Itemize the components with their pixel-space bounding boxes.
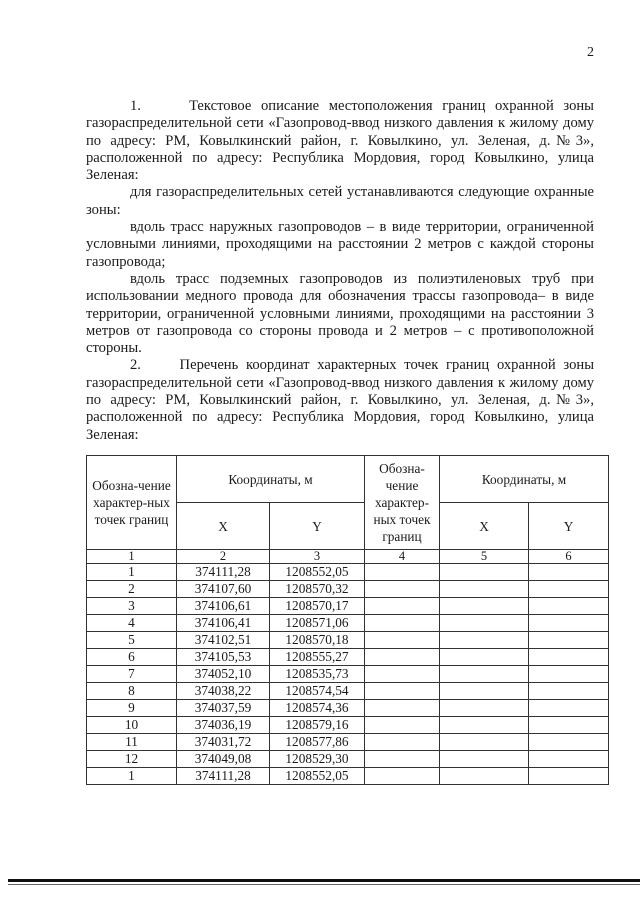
empty-x-cell <box>440 649 529 666</box>
y-cell: 1208571,06 <box>270 615 365 632</box>
empty-y-cell <box>529 768 609 785</box>
x-cell: 374031,72 <box>177 734 270 751</box>
empty-point-cell <box>365 683 440 700</box>
point-cell: 5 <box>87 632 177 649</box>
empty-y-cell <box>529 717 609 734</box>
y-cell: 1208552,05 <box>270 564 365 581</box>
empty-y-cell <box>529 734 609 751</box>
point-cell: 1 <box>87 564 177 581</box>
empty-point-cell <box>365 632 440 649</box>
paragraph-outdoor-pipelines: вдоль трасс наружных газопроводов – в виде территории, ограниченной условными линиями, проходящими на расстоянии 2 метров с каждой стороны газопровода; <box>86 219 594 270</box>
empty-point-cell <box>365 598 440 615</box>
header-coordinates-2: Координаты, м <box>440 456 609 503</box>
page-number: 2 <box>587 45 594 60</box>
column-number: 2 <box>177 550 270 564</box>
x-cell: 374106,41 <box>177 615 270 632</box>
y-cell: 1208529,30 <box>270 751 365 768</box>
y-cell: 1208535,73 <box>270 666 365 683</box>
table-row <box>87 666 609 683</box>
column-number: 6 <box>529 550 609 564</box>
paragraph-2-coordinates-list: 2. Перечень координат характерных точек границ охранной зоны газораспределительной сети «Газопровод-ввод низкого давления к жилому дому по адресу: РМ, Ковылкинский район, г. Ковылкино, ул. Зеленая, д.№3», расположенной по адресу: Республика Мордовия, город Ковылкино, улица Зеленая: <box>86 357 594 443</box>
empty-y-cell <box>529 598 609 615</box>
y-cell: 1208552,05 <box>270 768 365 785</box>
empty-point-cell <box>365 734 440 751</box>
empty-y-cell <box>529 666 609 683</box>
point-cell: 11 <box>87 734 177 751</box>
empty-point-cell <box>365 615 440 632</box>
table-row <box>87 683 609 700</box>
header-y-2: Y <box>529 503 609 550</box>
column-number: 3 <box>270 550 365 564</box>
x-cell: 374037,59 <box>177 700 270 717</box>
empty-x-cell <box>440 700 529 717</box>
y-cell: 1208570,18 <box>270 632 365 649</box>
column-number: 4 <box>365 550 440 564</box>
header-x: X <box>177 503 270 550</box>
empty-x-cell <box>440 734 529 751</box>
table-row <box>87 598 609 615</box>
paragraph-1-description: 1. Текстовое описание местоположения границ охранной зоны газораспределительной сети «Газопровод-ввод низкого давления к жилому дому по адресу: РМ, Ковылкинский район, г. Ковылкино, ул. Зеленая, д.№3», расположенной по адресу: Республика Мордовия, город Ковылкино, улица Зеленая: <box>86 98 594 184</box>
table-row <box>87 700 609 717</box>
y-cell: 1208570,32 <box>270 581 365 598</box>
empty-point-cell <box>365 649 440 666</box>
empty-point-cell <box>365 564 440 581</box>
x-cell: 374111,28 <box>177 564 270 581</box>
point-cell: 9 <box>87 700 177 717</box>
table-row <box>87 768 609 785</box>
x-cell: 374102,51 <box>177 632 270 649</box>
empty-x-cell <box>440 581 529 598</box>
empty-point-cell <box>365 751 440 768</box>
empty-point-cell <box>365 717 440 734</box>
empty-x-cell <box>440 768 529 785</box>
x-cell: 374105,53 <box>177 649 270 666</box>
table-header-row <box>87 456 609 503</box>
empty-y-cell <box>529 700 609 717</box>
empty-point-cell <box>365 700 440 717</box>
x-cell: 374038,22 <box>177 683 270 700</box>
y-cell: 1208555,27 <box>270 649 365 666</box>
table-row <box>87 564 609 581</box>
empty-point-cell <box>365 768 440 785</box>
y-cell: 1208574,36 <box>270 700 365 717</box>
empty-x-cell <box>440 598 529 615</box>
empty-x-cell <box>440 615 529 632</box>
point-cell: 1 <box>87 768 177 785</box>
point-cell: 2 <box>87 581 177 598</box>
point-cell: 4 <box>87 615 177 632</box>
y-cell: 1208579,16 <box>270 717 365 734</box>
y-cell: 1208574,54 <box>270 683 365 700</box>
empty-x-cell <box>440 751 529 768</box>
point-cell: 12 <box>87 751 177 768</box>
coordinates-table-body <box>87 564 609 785</box>
header-x-2: X <box>440 503 529 550</box>
table-row <box>87 751 609 768</box>
y-cell: 1208577,86 <box>270 734 365 751</box>
document-text <box>86 98 594 444</box>
table-row <box>87 632 609 649</box>
point-cell: 7 <box>87 666 177 683</box>
header-coordinates: Координаты, м <box>177 456 365 503</box>
header-point-label: Обозна-чение характер-ных точек границ <box>87 456 177 550</box>
table-row <box>87 649 609 666</box>
column-number-row <box>87 550 609 564</box>
empty-point-cell <box>365 581 440 598</box>
empty-x-cell <box>440 666 529 683</box>
x-cell: 374049,08 <box>177 751 270 768</box>
empty-y-cell <box>529 615 609 632</box>
column-number: 5 <box>440 550 529 564</box>
empty-x-cell <box>440 564 529 581</box>
empty-x-cell <box>440 717 529 734</box>
y-cell: 1208570,17 <box>270 598 365 615</box>
empty-y-cell <box>529 751 609 768</box>
page-bottom-border-thin <box>8 884 640 885</box>
x-cell: 374111,28 <box>177 768 270 785</box>
coordinates-table <box>86 455 609 785</box>
empty-y-cell <box>529 632 609 649</box>
table-row <box>87 717 609 734</box>
empty-point-cell <box>365 666 440 683</box>
header-y: Y <box>270 503 365 550</box>
table-row <box>87 615 609 632</box>
empty-y-cell <box>529 683 609 700</box>
empty-y-cell <box>529 581 609 598</box>
table-row <box>87 581 609 598</box>
paragraph-underground-pipelines: вдоль трасс подземных газопроводов из полиэтиленовых труб при использовании медного провода для обозначения трассы газопровода– в виде территории, ограниченной условными линиями, проходящими на расстоянии 3 метров от газопровода со стороны провода и 2 метров – с противоположной стороны. <box>86 270 594 357</box>
point-cell: 6 <box>87 649 177 666</box>
header-point-label-2: Обозна-чение характер-ных точек границ <box>365 456 440 550</box>
point-cell: 10 <box>87 717 177 734</box>
empty-y-cell <box>529 564 609 581</box>
table-row <box>87 734 609 751</box>
point-cell: 3 <box>87 598 177 615</box>
x-cell: 374036,19 <box>177 717 270 734</box>
empty-x-cell <box>440 632 529 649</box>
point-cell: 8 <box>87 683 177 700</box>
page-bottom-border <box>8 879 640 882</box>
x-cell: 374107,60 <box>177 581 270 598</box>
empty-x-cell <box>440 683 529 700</box>
x-cell: 374052,10 <box>177 666 270 683</box>
column-number: 1 <box>87 550 177 564</box>
x-cell: 374106,61 <box>177 598 270 615</box>
empty-y-cell <box>529 649 609 666</box>
paragraph-zones-intro: для газораспределительных сетей устанавливаются следующие охранные зоны: <box>86 184 594 218</box>
